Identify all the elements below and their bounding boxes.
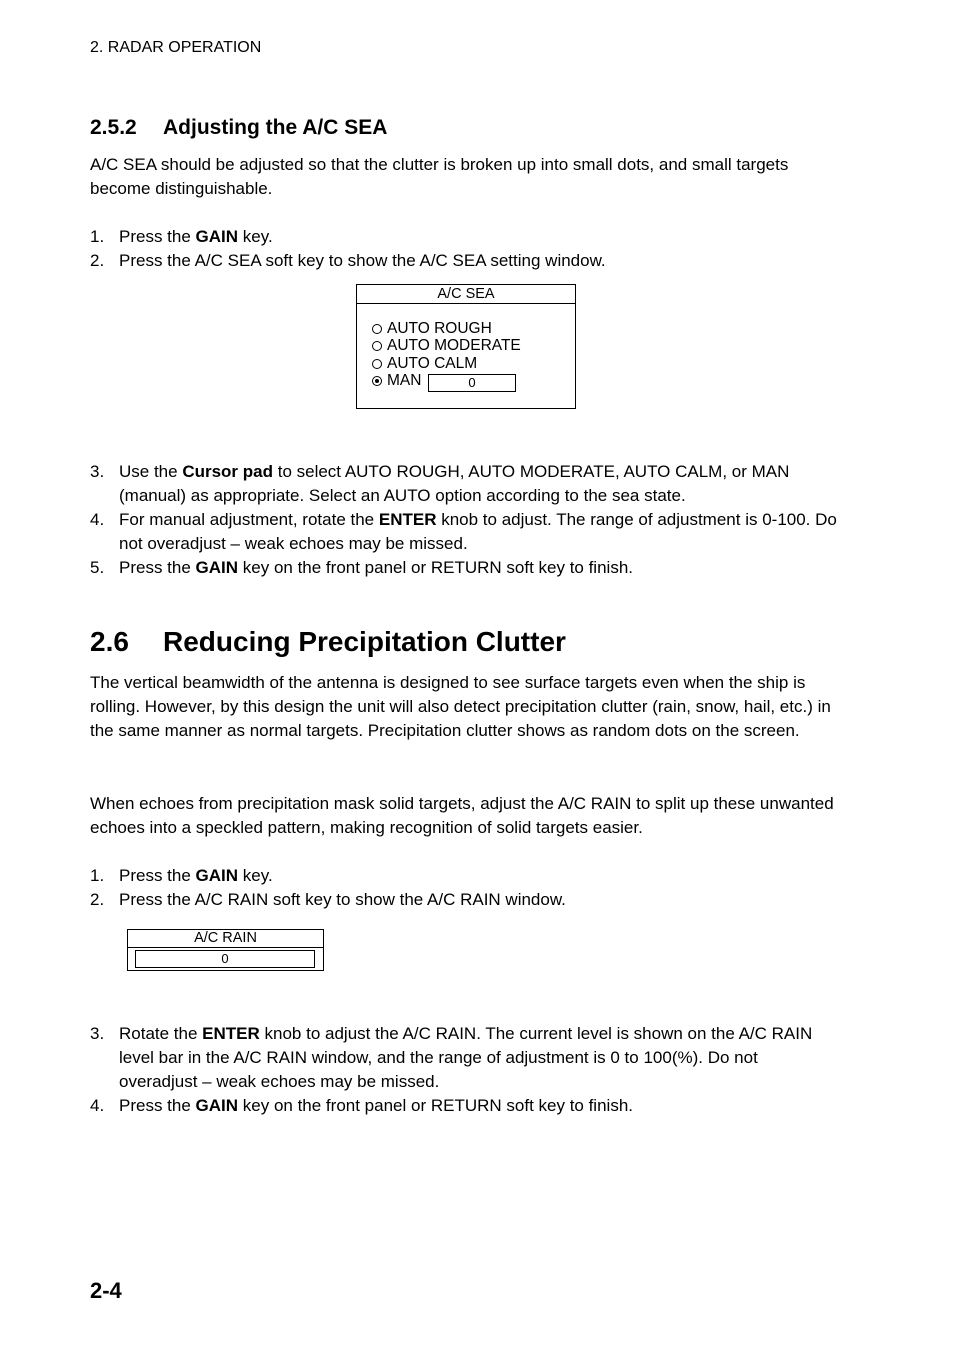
section-number: 2.6 (90, 626, 129, 657)
list-item: 2. Press the A/C SEA soft key to show the A/C SEA setting window. (90, 251, 606, 270)
list-item: 1. Press the GAIN key. (90, 866, 273, 885)
radio-icon (372, 341, 382, 351)
radio-icon (372, 324, 382, 334)
page-number: 2-4 (90, 1278, 122, 1303)
rain-steps-list-b (90, 1022, 840, 1118)
running-head: 2. RADAR OPERATION (90, 39, 262, 56)
man-value-field[interactable]: 0 (428, 374, 516, 392)
list-item: 3. Use the Cursor pad to select AUTO ROUGH, AUTO MODERATE, AUTO CALM, or MAN (manual) as appropriate. Select an AUTO option according to the sea state. (90, 462, 790, 505)
section-heading-2-6 (90, 626, 566, 658)
option-auto-calm[interactable]: AUTO CALM (372, 355, 477, 372)
rain-steps-list-a (90, 864, 840, 912)
ac-sea-window-title: A/C SEA (357, 285, 575, 304)
list-item: 4. Press the GAIN key on the front panel or RETURN soft key to finish. (90, 1096, 633, 1115)
radio-selected-icon (372, 376, 382, 386)
sea-intro-paragraph: A/C SEA should be adjusted so that the clutter is broken up into small dots, and small targets become distinguishable. (90, 155, 789, 198)
sea-steps-list-a (90, 225, 840, 273)
ac-rain-window-title: A/C RAIN (128, 930, 323, 948)
list-item: 1. Press the GAIN key. (90, 227, 273, 246)
section-number: 2.5.2 (90, 116, 137, 139)
radio-icon (372, 359, 382, 369)
ac-sea-window (356, 284, 576, 409)
section-title: Adjusting the A/C SEA (163, 116, 388, 139)
list-item: 3. Rotate the ENTER knob to adjust the A/C RAIN. The current level is shown on the A/C RAIN level bar in the A/C RAIN window, and the range of adjustment is 0 to 100(%). Do not overadjust – weak echoes may be missed. (90, 1024, 813, 1091)
sea-steps-list-b (90, 460, 840, 580)
list-item: 4. For manual adjustment, rotate the ENTER knob to adjust. The range of adjustment is 0-100. Do not overadjust – weak echoes may be missed. (90, 510, 837, 553)
list-item: 5. Press the GAIN key on the front panel or RETURN soft key to finish. (90, 558, 633, 577)
option-auto-rough[interactable]: AUTO ROUGH (372, 320, 492, 337)
list-item: 2. Press the A/C RAIN soft key to show the A/C RAIN window. (90, 890, 566, 909)
option-man[interactable]: MAN (372, 372, 421, 389)
rain-paragraph-2: When echoes from precipitation mask solid targets, adjust the A/C RAIN to split up these unwanted echoes into a speckled pattern, making recognition of solid targets easier. (90, 794, 834, 837)
ac-rain-level-bar[interactable]: 0 (135, 950, 315, 968)
ac-rain-window (127, 929, 324, 971)
rain-paragraph-1: The vertical beamwidth of the antenna is designed to see surface targets even when the ship is rolling. However, by this design the unit will also detect precipitation clutter (rain, snow, hail, etc.) in the same manner as normal targets. Precipitation clutter shows as random dots on the screen. (90, 673, 831, 740)
section-title: Reducing Precipitation Clutter (163, 626, 566, 657)
section-heading-2-5-2 (90, 116, 387, 140)
option-auto-moderate[interactable]: AUTO MODERATE (372, 337, 521, 354)
